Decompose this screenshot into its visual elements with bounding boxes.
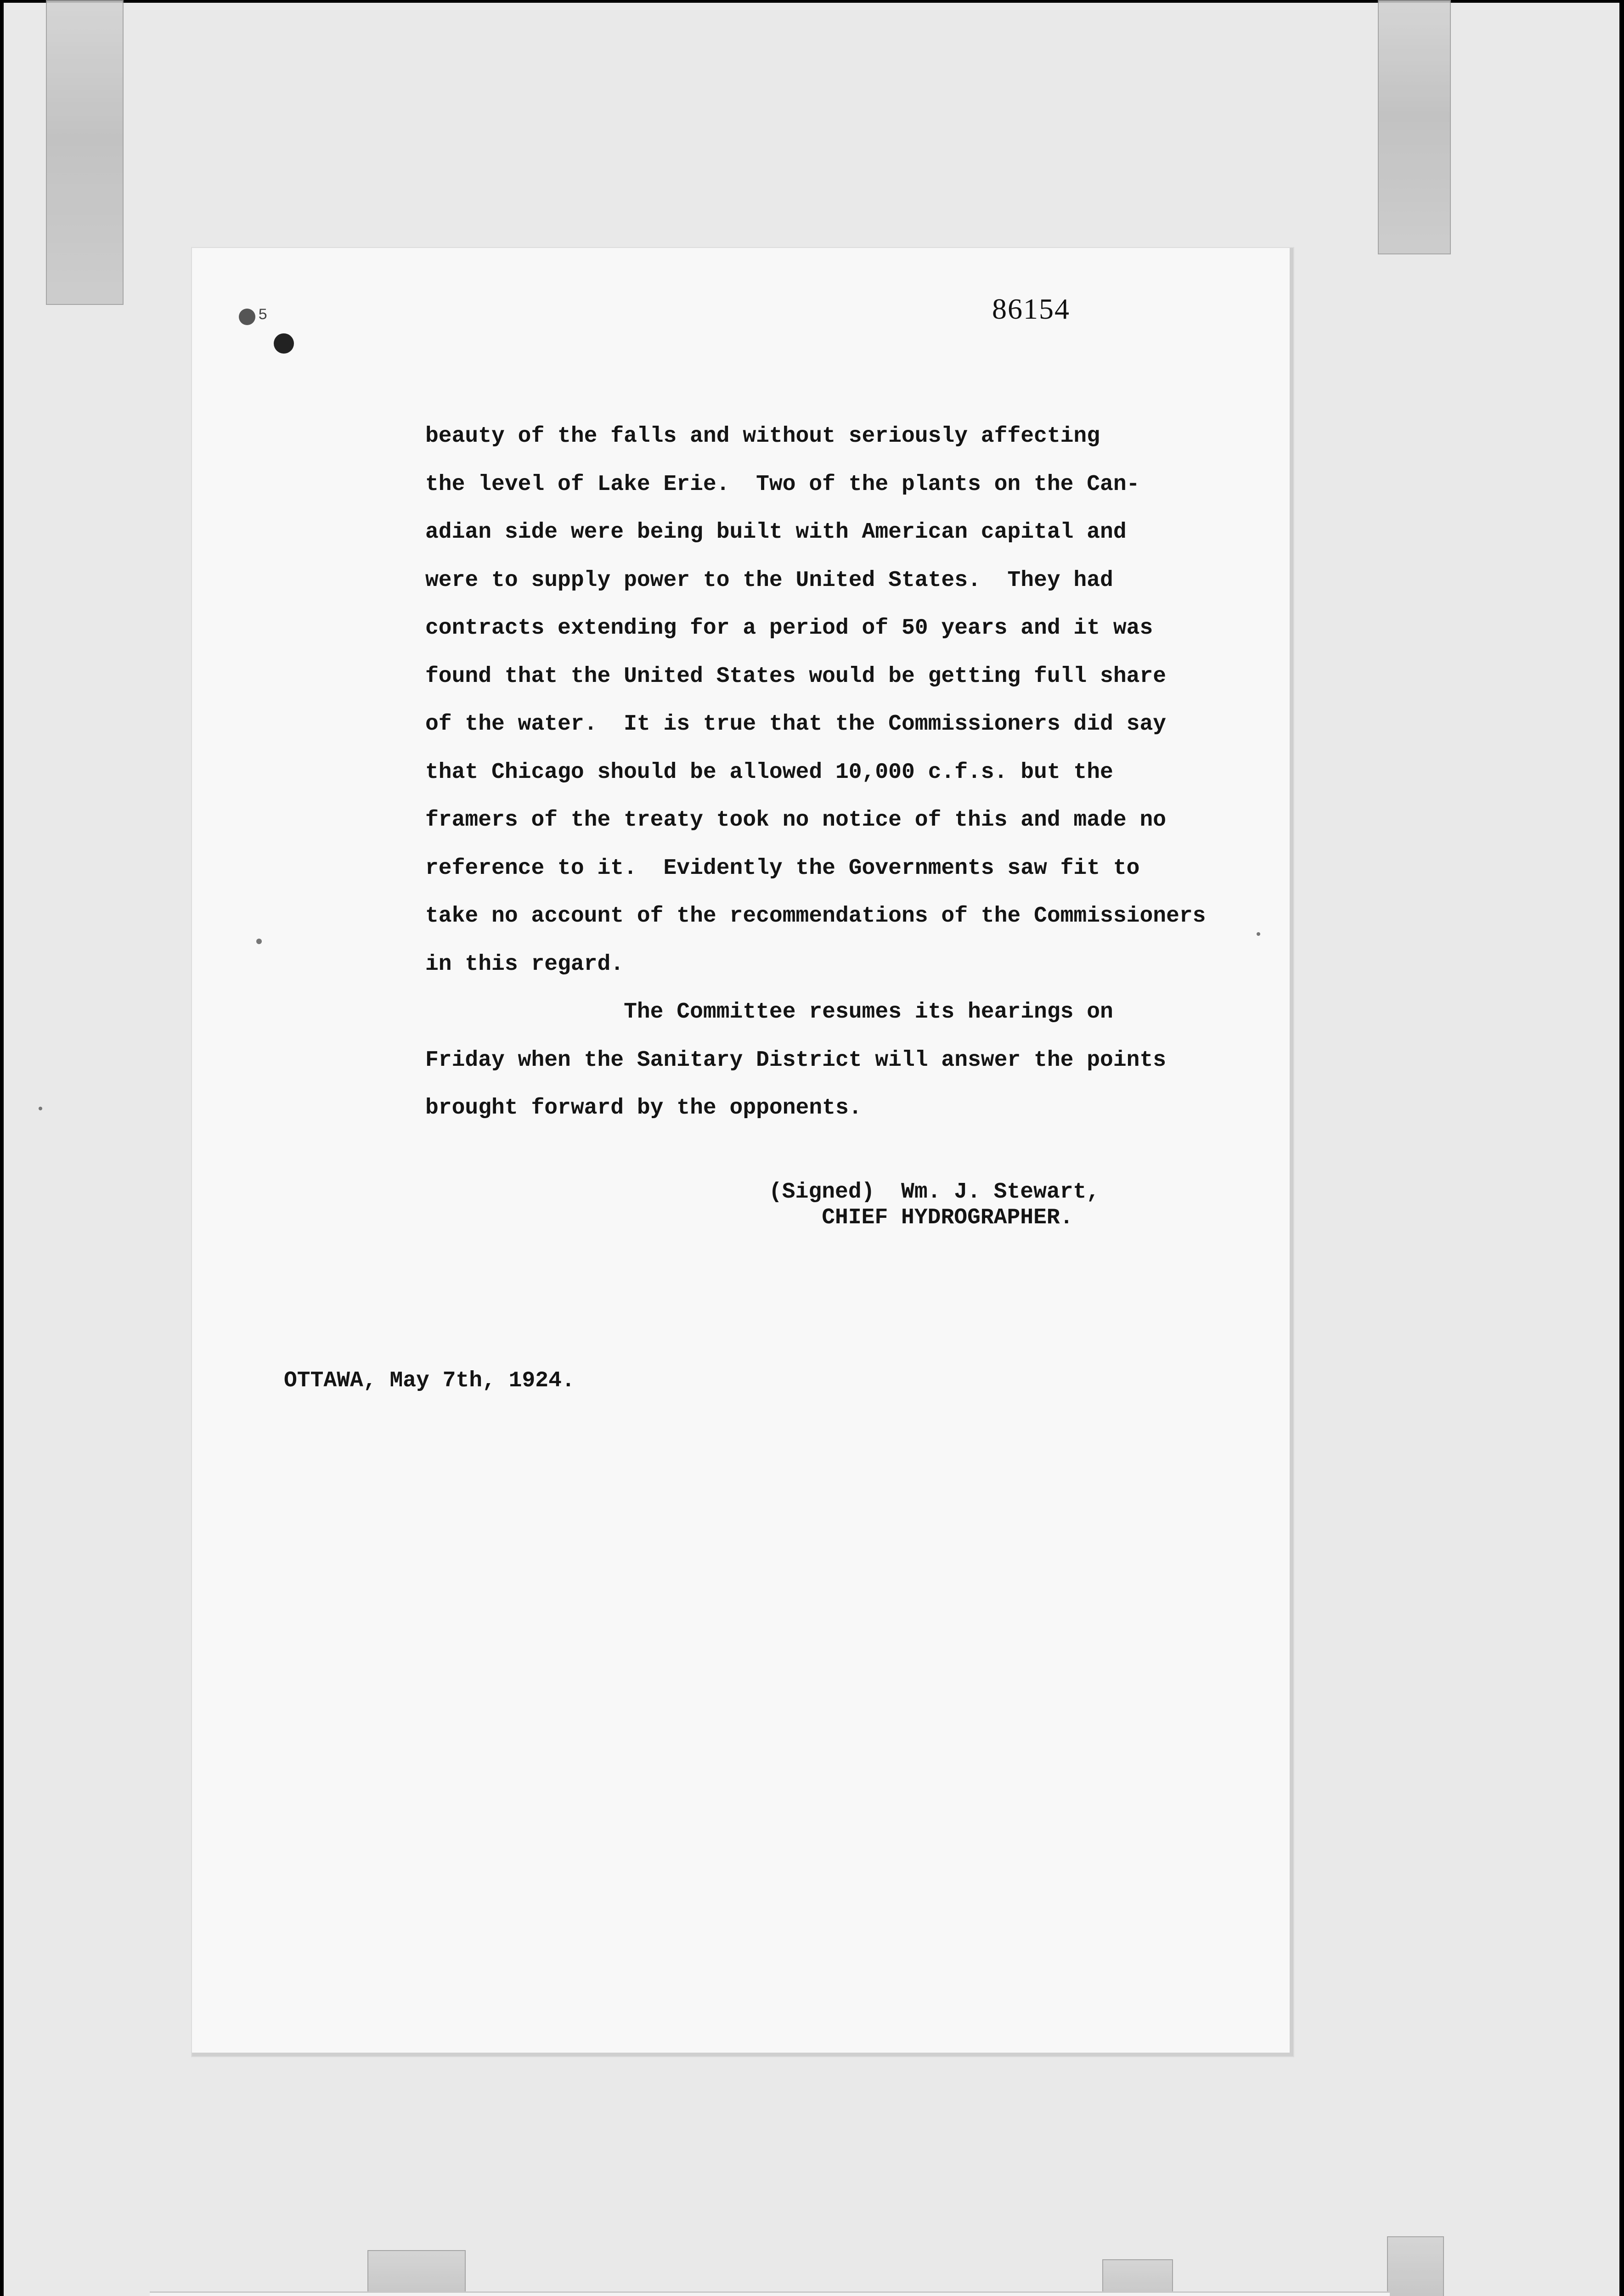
dateline: OTTAWA, May 7th, 1924. — [284, 1368, 575, 1393]
document-body — [425, 412, 1280, 1132]
body-line: brought forward by the opponents. — [425, 1096, 862, 1120]
body-line: adian side were being built with American capital and — [425, 520, 1127, 545]
frame-right-edge — [1619, 0, 1624, 2296]
body-line: contracts extending for a period of 50 years and it was — [425, 616, 1153, 641]
tape-strip — [1387, 2236, 1444, 2296]
frame-left-edge — [0, 0, 4, 2296]
body-line: were to supply power to the United States. They had — [425, 568, 1113, 593]
body-line: found that the United States would be getting full share — [425, 664, 1167, 689]
body-line: Friday when the Sanitary District will answer the points — [425, 1047, 1167, 1073]
tape-strip — [1102, 2259, 1173, 2296]
body-line: take no account of the recommendations of the Commissioners — [425, 904, 1206, 929]
typed-document-page — [192, 248, 1293, 2056]
corner-mark: 5 — [258, 307, 268, 324]
signature-title: CHIEF HYDROGRAPHER. — [769, 1205, 1073, 1230]
punch-hole — [274, 333, 294, 354]
archive-label — [150, 2291, 1390, 2296]
tape-strip — [367, 2250, 466, 2296]
dust-speck — [256, 939, 262, 944]
signature-block — [769, 1179, 1100, 1231]
body-line: reference to it. Evidently the Governments saw fit to — [425, 855, 1140, 881]
tape-strip — [1378, 0, 1451, 254]
body-line: the level of Lake Erie. Two of the plants on the Can- — [425, 472, 1140, 497]
body-line: beauty of the falls and without seriously affecting — [425, 424, 1100, 449]
body-line: of the water. It is true that the Commissioners did say — [425, 712, 1167, 737]
body-line: framers of the treaty took no notice of this and made no — [425, 808, 1167, 833]
body-line: that Chicago should be allowed 10,000 c.f.s. but the — [425, 760, 1113, 785]
body-line: in this regard. — [425, 951, 624, 977]
signature-name: (Signed) Wm. J. Stewart, — [769, 1180, 1100, 1204]
document-number: 86154 — [992, 293, 1070, 325]
body-line: The Committee resumes its hearings on — [425, 1000, 1113, 1024]
dust-speck — [39, 1107, 42, 1110]
punch-hole — [239, 309, 255, 325]
dust-speck — [1257, 932, 1260, 936]
tape-strip — [46, 0, 124, 305]
